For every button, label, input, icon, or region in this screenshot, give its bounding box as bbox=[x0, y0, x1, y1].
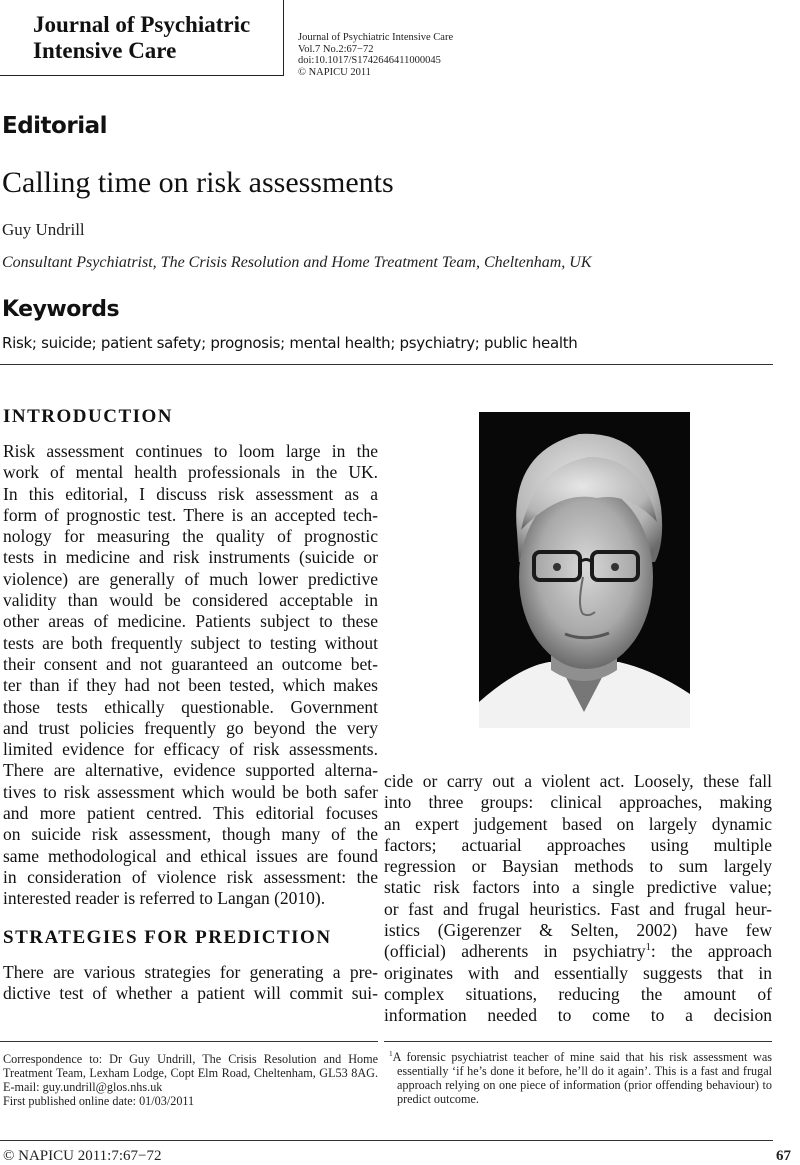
intro-line: In this editorial, I discuss risk assessment as a bbox=[3, 483, 378, 504]
strategies-heading: STRATEGIES FOR PREDICTION bbox=[3, 927, 332, 948]
author-affiliation: Consultant Psychiatrist, The Crisis Resolution and Home Treatment Team, Cheltenham, UK bbox=[2, 254, 592, 271]
line-text: : the approach bbox=[650, 941, 772, 962]
journal-name bbox=[33, 12, 250, 64]
right-column-line: factors; actuarial approaches using multiple bbox=[384, 834, 772, 855]
intro-line: validity than would be considered acceptable in bbox=[3, 590, 378, 611]
section-label: Editorial bbox=[2, 113, 107, 139]
keywords-list: Risk; suicide; patient safety; prognosis; mental health; psychiatry; public health bbox=[2, 334, 578, 352]
intro-line: their consent and not guaranteed an outcome bet- bbox=[3, 653, 378, 674]
intro-line: ter than if they had not been tested, which makes bbox=[3, 675, 378, 696]
intro-line: There are alternative, evidence supported alterna- bbox=[3, 760, 378, 781]
journal-name-line2: Intensive Care bbox=[33, 38, 177, 63]
intro-line: work of mental health professionals in the UK. bbox=[3, 462, 378, 483]
intro-line: form of prognostic test. There is an accepted tech- bbox=[3, 504, 378, 525]
strategies-text bbox=[3, 962, 378, 1005]
footnote-mark: 1 bbox=[389, 1048, 393, 1058]
intro-line: Risk assessment continues to loom large in the bbox=[3, 441, 378, 461]
footnote-reference[interactable]: 1 bbox=[645, 942, 651, 954]
page-number: 67 bbox=[776, 1148, 791, 1164]
introduction-heading: INTRODUCTION bbox=[3, 406, 174, 427]
meta-copyright: © NAPICU 2011 bbox=[298, 66, 371, 78]
right-column-line: information needed to come to a decision bbox=[384, 1005, 772, 1026]
strategies-line: There are various strategies for generating a pre- bbox=[3, 962, 378, 982]
published-date: First published online date: 01/03/2011 bbox=[3, 1094, 195, 1108]
correspondence-divider bbox=[0, 1041, 378, 1042]
intro-line: on suicide risk assessment, though many of the bbox=[3, 824, 378, 845]
journal-meta bbox=[298, 32, 453, 78]
intro-line: and trust policies frequently go beyond the very bbox=[3, 717, 378, 738]
right-column-line: an expert judgement based on largely dynamic bbox=[384, 813, 772, 834]
right-column-line: static risk factors into a single predictive value; bbox=[384, 877, 772, 898]
line-text: (official) adherents in psychiatry bbox=[384, 941, 646, 962]
intro-line: interested reader is referred to Langan (2010). bbox=[3, 888, 326, 909]
intro-line: limited evidence for efficacy of risk assessments. bbox=[3, 739, 378, 760]
meta-volume: Vol.7 No.2:67−72 bbox=[298, 43, 374, 55]
right-column-line: cide or carry out a violent act. Loosely, these fall bbox=[384, 771, 772, 791]
correspondence-note bbox=[3, 1052, 378, 1108]
intro-line: tives to risk assessment which would be both safer bbox=[3, 781, 378, 802]
intro-line: other areas of medicine. Patients subject to these bbox=[3, 611, 378, 632]
footnote-1 bbox=[389, 1048, 772, 1106]
right-column-line: istics (Gigerenzer & Selten, 2002) have few bbox=[384, 920, 772, 941]
footnote-divider bbox=[384, 1041, 772, 1042]
right-column-line: regression or Baysian methods to sum largely bbox=[384, 856, 772, 877]
right-column-line: into three groups: clinical approaches, making bbox=[384, 792, 772, 813]
footer-divider bbox=[0, 1140, 773, 1141]
right-column-line bbox=[384, 941, 772, 962]
journal-name-line1: Journal of Psychiatric bbox=[33, 12, 251, 37]
intro-line: tests in medicine and risk instruments (suicide or bbox=[3, 547, 378, 568]
author-photo bbox=[479, 412, 690, 728]
intro-line: same methodological and ethical issues are found bbox=[3, 845, 378, 866]
footer-citation: © NAPICU 2011:7:67−72 bbox=[3, 1148, 162, 1164]
intro-line: tests are both frequently subject to testing without bbox=[3, 632, 378, 653]
intro-line: in consideration of violence risk assessment: the bbox=[3, 866, 378, 887]
header-divider bbox=[0, 364, 773, 365]
footnote-text: A forensic psychiatrist teacher of mine said that his risk assessment was essentially ‘if he’s done it before, he’ll do it again’. This is a fast and frugal approach relying on one piece of information (prior offending behaviour) to predict outcome. bbox=[392, 1050, 772, 1106]
right-column-line: or fast and frugal heuristics. Fast and frugal heur- bbox=[384, 898, 772, 919]
intro-line: those tests ethically questionable. Government bbox=[3, 696, 378, 717]
introduction-text bbox=[3, 441, 378, 910]
article-title: Calling time on risk assessments bbox=[2, 166, 394, 199]
right-column-line: complex situations, reducing the amount of bbox=[384, 983, 772, 1004]
meta-doi[interactable]: doi:10.1017/S1742646411000045 bbox=[298, 55, 441, 66]
meta-journal: Journal of Psychiatric Intensive Care bbox=[298, 32, 454, 43]
intro-line: and more patient centred. This editorial focuses bbox=[3, 803, 378, 824]
keywords-heading: Keywords bbox=[2, 297, 120, 322]
strategies-line: dictive test of whether a patient will commit sui- bbox=[3, 983, 378, 1004]
intro-line: violence) are generally of much lower predictive bbox=[3, 568, 378, 589]
right-column-line: originates with and essentially suggests that in bbox=[384, 962, 772, 983]
strategies-text-continued bbox=[384, 771, 772, 1027]
correspondence-text: Correspondence to: Dr Guy Undrill, The Crisis Resolution and Home Treatment Team, Lexham Lodge, Copt Elm Road, Cheltenham, GL53 8AG. E-mail: guy.undrill@glos.nhs.uk bbox=[3, 1052, 378, 1094]
intro-line: nology for measuring the quality of prognostic bbox=[3, 526, 378, 547]
author-name: Guy Undrill bbox=[2, 220, 85, 239]
